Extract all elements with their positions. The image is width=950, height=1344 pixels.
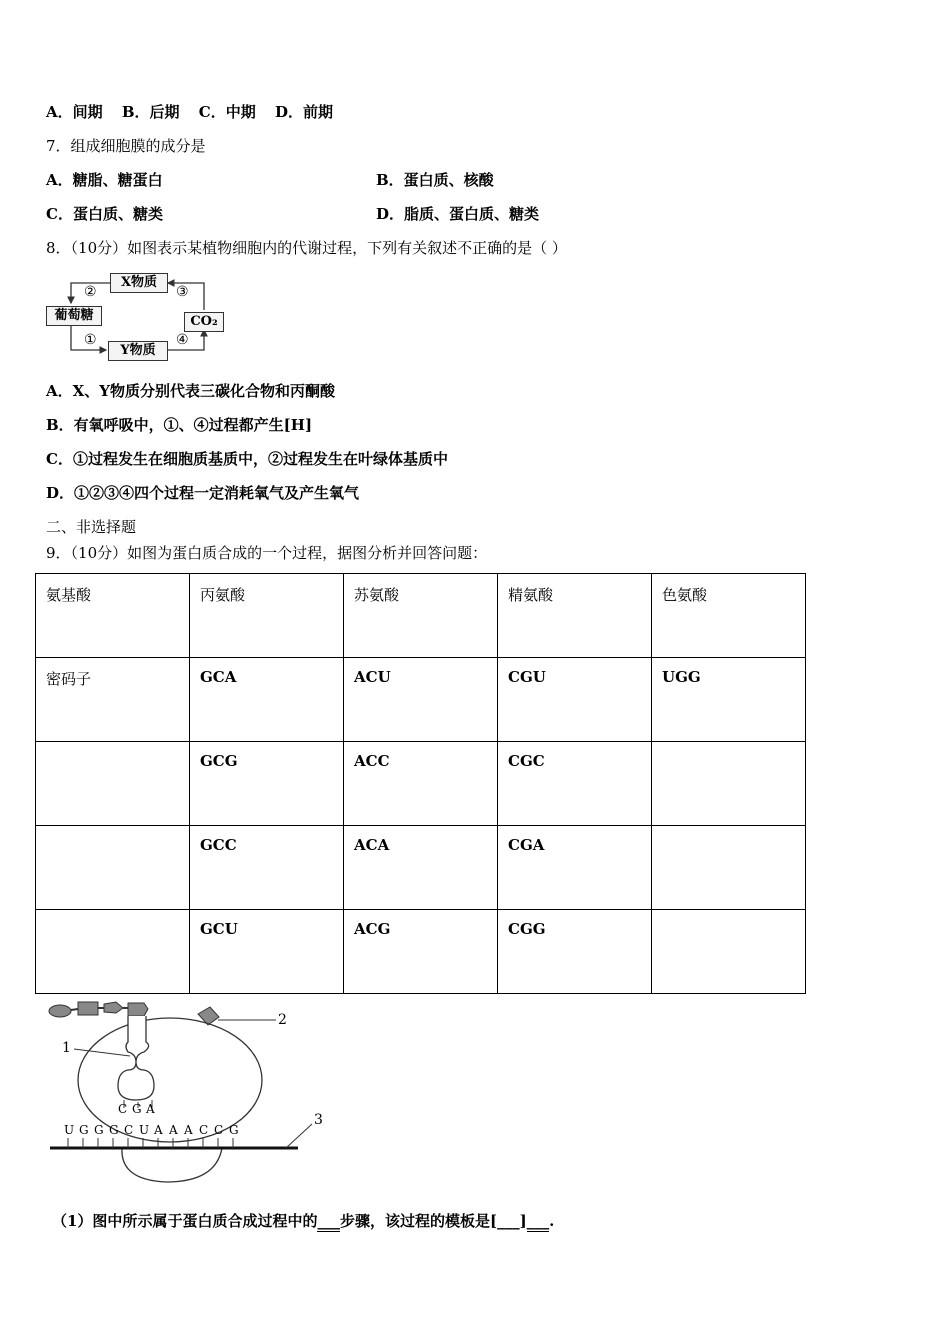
process-1-label: ① [84,332,97,348]
table-cell: ACA [344,826,498,910]
section-heading: 二、非选择题 [46,518,137,536]
mrna-base: C [214,1123,224,1137]
table-cell: GCC [190,826,344,910]
label-3: 3 [314,1112,323,1128]
anticodon-base: C [118,1102,128,1116]
label-1: 1 [62,1040,71,1056]
header-cell: 苏氨酸 [344,574,498,658]
table-cell: CGC [498,742,652,826]
answer-blank-2[interactable]: ___ [526,1212,550,1230]
table-row [36,910,806,994]
q6-option-b: B．后期 [121,103,180,121]
amino-acid-shape [78,1002,98,1015]
table-cell [652,742,806,826]
table-cell: CGG [498,910,652,994]
co2-box: CO₂ [184,312,224,332]
mrna-base: A [184,1123,193,1137]
mrna-base: G [79,1123,89,1137]
q8-option-b: B．有氧呼吸中，①、④过程都产生[H] [46,416,313,434]
amino-acid-shape [128,1003,148,1016]
q7-option-b: B．蛋白质、核酸 [376,171,494,189]
header-cell: 精氨酸 [498,574,652,658]
process-2-label: ② [84,284,97,300]
free-amino-acid-shape [198,1007,219,1025]
mrna-base: C [199,1123,209,1137]
mrna-base: G [94,1123,104,1137]
glucose-box: 葡萄糖 [46,306,102,326]
mrna-base: U [139,1123,150,1137]
codon-table [35,573,806,994]
y-substance-box: Y物质 [108,341,168,361]
answer-blank-1[interactable]: ___ [317,1212,340,1230]
table-cell [36,742,190,826]
q7-option-c: C．蛋白质、糖类 [46,205,163,223]
mrna-base: A [154,1123,163,1137]
table-row [36,658,806,742]
q9-sub1-prefix: （1）图中所示属于蛋白质合成过程中的 [52,1212,318,1230]
table-cell: GCU [190,910,344,994]
q8-stem: 8．（10分）如图表示某植物细胞内的代谢过程，下列有关叙述不正确的是（ ） [46,239,567,257]
table-cell [36,910,190,994]
q7-stem: 7．组成细胞膜的成分是 [46,137,206,155]
table-cell: ACG [344,910,498,994]
q6-option-d: D．前期 [274,103,333,121]
header-cell: 氨基酸 [36,574,190,658]
x-substance-box: X物质 [110,273,168,293]
mrna-base: U [64,1123,75,1137]
anticodon-base: G [132,1102,142,1116]
table-cell: GCG [190,742,344,826]
table-cell: CGU [498,658,652,742]
table-cell: ACU [344,658,498,742]
q9-sub1-end: . [549,1212,555,1230]
mrna-base: G [109,1123,119,1137]
amino-acid-shape [104,1002,123,1013]
translation-diagram [40,998,330,1188]
ribosome-small-subunit [122,1148,222,1182]
amino-acid-shape [49,1005,71,1017]
q7-option-d: D．脂质、蛋白质、糖类 [376,205,540,223]
metabolism-diagram [46,270,226,366]
label-2: 2 [278,1012,287,1028]
process-3-label: ③ [176,284,189,300]
table-cell: ACC [344,742,498,826]
q6-option-a: A．间期 [46,103,103,121]
table-cell [652,826,806,910]
q9-stem: 9．（10分）如图为蛋白质合成的一个过程，据图分析并回答问题： [46,544,488,562]
table-cell: CGA [498,826,652,910]
q9-sub1-middle: 步骤，该过程的模板是 [339,1212,490,1230]
mrna-base: A [169,1123,178,1137]
header-cell: 丙氨酸 [190,574,344,658]
q8-option-a: A．X、Y物质分别代表三碳化合物和丙酮酸 [46,382,335,400]
process-4-label: ④ [176,332,189,348]
answer-blank-bracket[interactable]: [___] [489,1212,527,1230]
q6-option-c: C．中期 [198,103,256,121]
q8-option-d: D．①②③④四个过程一定消耗氧气及产生氧气 [46,484,360,502]
q8-option-c: C．①过程发生在细胞质基质中，②过程发生在叶绿体基质中 [46,450,448,468]
table-cell [36,826,190,910]
table-row [36,826,806,910]
table-cell: 密码子 [36,658,190,742]
table-cell: UGG [652,658,806,742]
anticodon-base: A [146,1102,155,1116]
q6-options-row [46,102,333,122]
table-row [36,742,806,826]
table-cell: GCA [190,658,344,742]
header-cell: 色氨酸 [652,574,806,658]
mrna-base: G [229,1123,239,1137]
q7-option-a: A．糖脂、糖蛋白 [46,171,163,189]
table-cell [652,910,806,994]
mrna-base: C [124,1123,134,1137]
trna-shape [118,1016,154,1100]
q9-sub1 [52,1211,554,1232]
table-header-row [36,574,806,658]
